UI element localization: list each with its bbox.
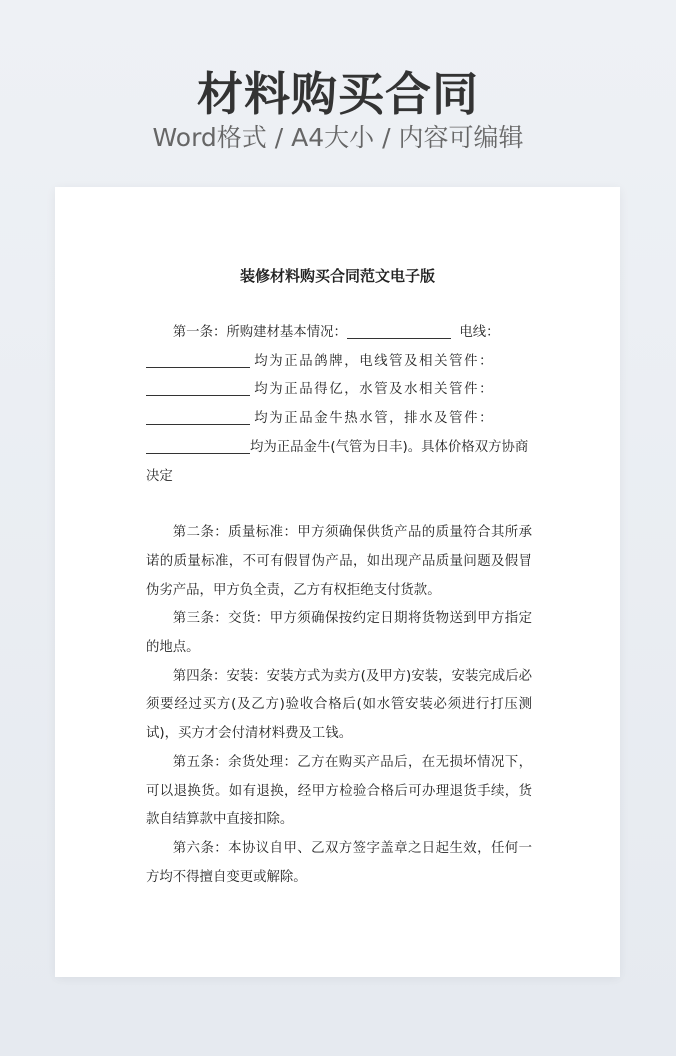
document-page: [55, 187, 620, 977]
clause-1-text-e: 均为正品金牛热水管，排水及管件：: [254, 411, 495, 427]
clause-5: 第五条：余货处理：乙方在购买产品后，在无损坏情况下，可以退换货。如有退换，经甲方检验合格后可办理退货手续，货款自结算款中直接扣除。: [146, 754, 532, 828]
clause-1-line-4: [146, 405, 532, 434]
blank-field: [146, 381, 250, 396]
banner-title: 材料购买合同: [197, 67, 479, 121]
clause-2: 第二条：质量标准：甲方须确保供货产品的质量符合其所承诺的质量标准，不可有假冒伪产品，如出现产品质量问题及假冒伪劣产品，甲方负全责，乙方有权拒绝支付货款。: [146, 525, 532, 598]
clause-1-text-f: 均为正品金牛(气管为日丰)。具体价格双方协商决定: [146, 439, 529, 484]
clause-1-line-1: [146, 319, 532, 348]
blank-field: [146, 353, 250, 368]
blank-field: [347, 324, 451, 339]
clause-4: 第四条：安装：安装方式为卖方(及甲方)安装，安装完成后必须要经过买方(及乙方)验收合格后(如水管安装必须进行打压测试)，买方才会付清材料费及工钱。: [146, 668, 532, 742]
document-title: 装修材料购买合同范文电子版: [239, 267, 435, 285]
banner-subtitle: Word格式 / A4大小 / 内容可编辑: [152, 123, 524, 152]
clause-1-line-3: [146, 376, 532, 405]
document-body: [146, 319, 532, 892]
clause-1: [146, 319, 532, 491]
clause-1-text-b: 电线：: [459, 325, 500, 340]
clause-6: 第六条：本协议自甲、乙双方签字盖章之日起生效，任何一方均不得擅自变更或解除。: [146, 840, 532, 885]
clause-1-line-2: [146, 348, 532, 377]
clause-3: 第三条：交货：甲方须确保按约定日期将货物送到甲方指定的地点。: [146, 611, 532, 656]
clause-1-line-5: [146, 434, 532, 491]
blank-field: [146, 439, 250, 454]
blank-field: [146, 410, 250, 425]
clause-1-text-d: 均为正品得亿，水管及水相关管件：: [254, 382, 495, 398]
clause-1-text-a: 第一条：所购建材基本情况：: [172, 325, 347, 340]
clause-1-text-c: 均为正品鸽牌，电线管及相关管件：: [254, 353, 495, 369]
